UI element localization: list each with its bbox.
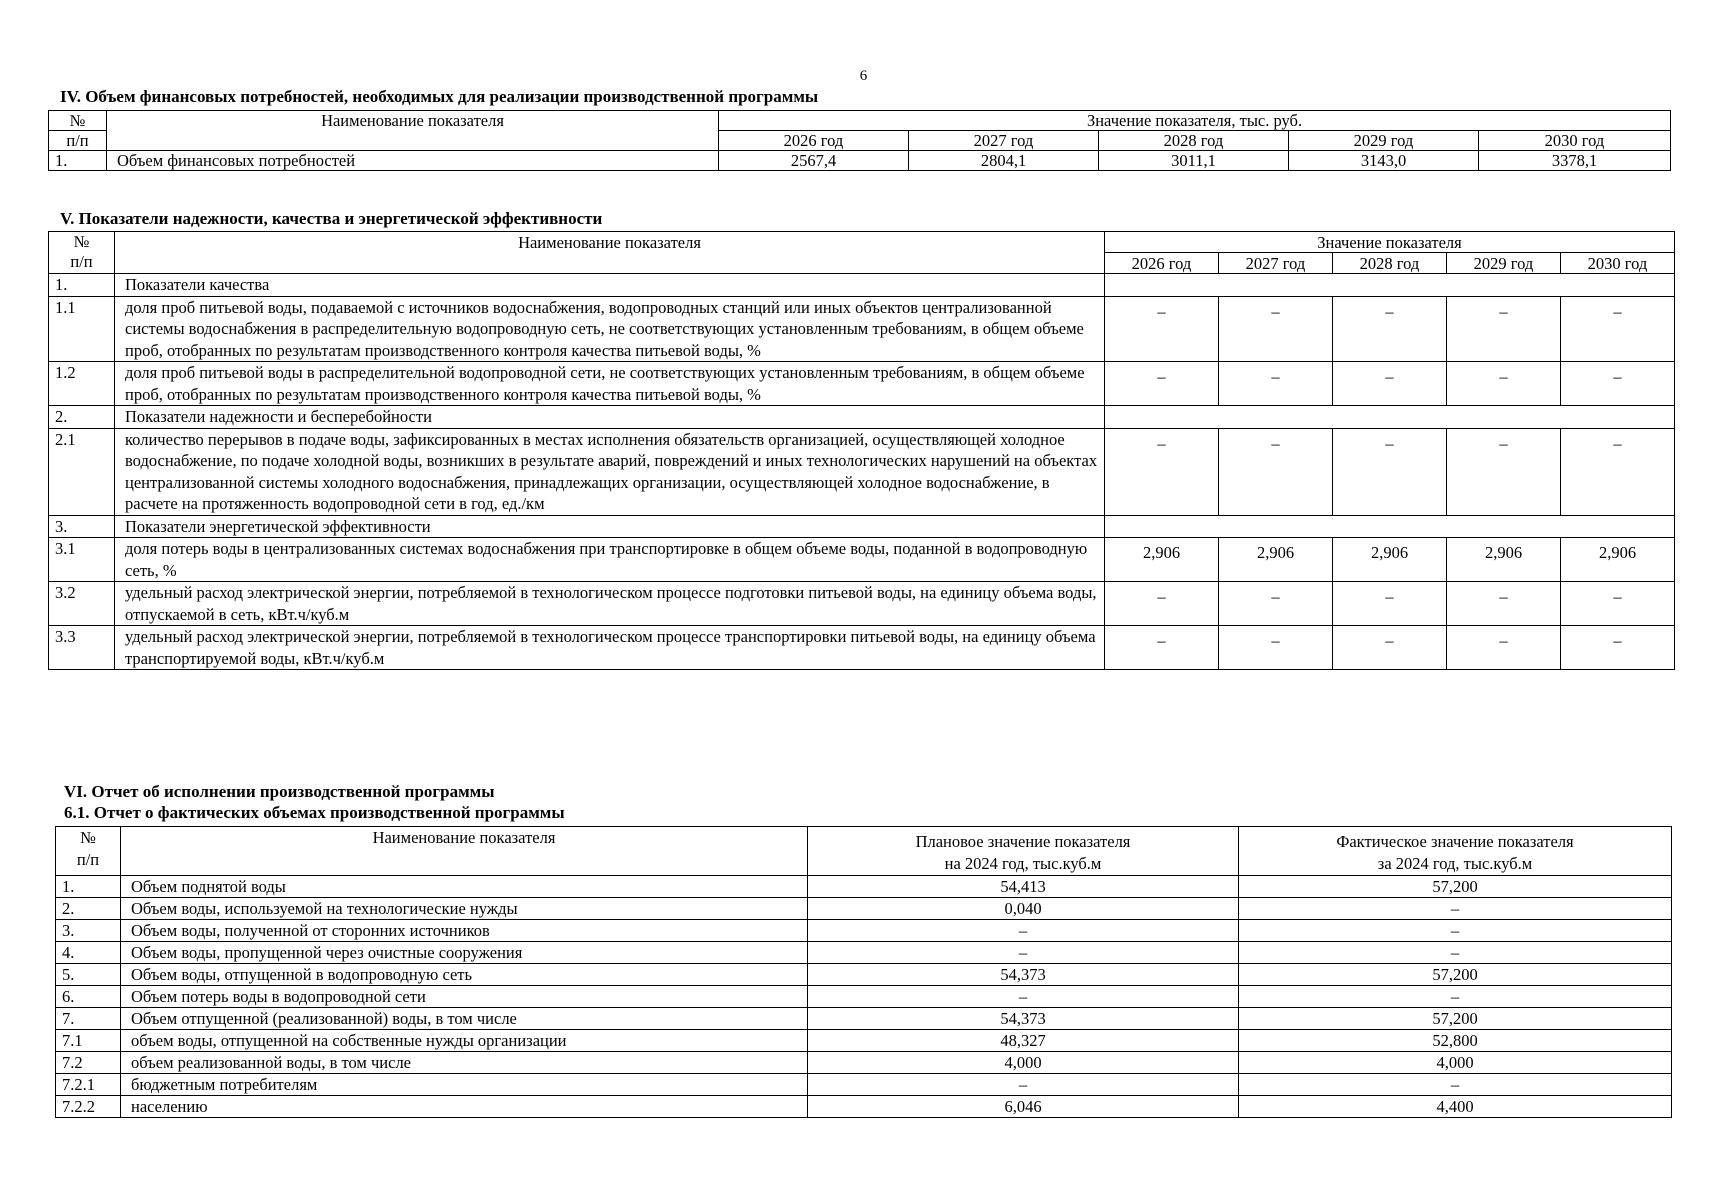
row-name: Показатели энергетической эффективности — [115, 515, 1105, 538]
row-plan: 4,000 — [808, 1052, 1239, 1074]
section-4-title: IV. Объем финансовых потребностей, необходимых для реализации производственной программы — [60, 87, 819, 106]
row-name: объем реализованной воды, в том числе — [121, 1052, 808, 1074]
row-fact: – — [1239, 986, 1672, 1008]
row-fact: 4,400 — [1239, 1096, 1672, 1118]
year-header: 2028 год — [1333, 253, 1447, 273]
row-value: – — [1561, 428, 1675, 515]
row-plan: 54,413 — [808, 876, 1239, 898]
row-plan: 0,040 — [808, 898, 1239, 920]
row-name: Объем воды, отпущенной в водопроводную сеть — [121, 964, 808, 986]
row-num: 5. — [56, 964, 121, 986]
table-row — [56, 1074, 1672, 1096]
row-num: 1.2 — [49, 362, 115, 406]
row-value: 2,906 — [1561, 538, 1675, 582]
row-value: – — [1219, 582, 1333, 626]
row-value: – — [1447, 428, 1561, 515]
row-value: 2,906 — [1447, 538, 1561, 582]
row-name: Объем отпущенной (реализованной) воды, в том числе — [121, 1008, 808, 1030]
row-num: 7.1 — [56, 1030, 121, 1052]
row-value: – — [1447, 362, 1561, 406]
group-row — [49, 515, 1675, 538]
row-fact: 57,200 — [1239, 1008, 1672, 1030]
row-name: доля потерь воды в централизованных системах водоснабжения при транспортировке в общем объеме воды, поданной в водопроводную сеть, % — [115, 538, 1105, 582]
table-row — [56, 920, 1672, 942]
row-value: 3143,0 — [1289, 151, 1479, 171]
row-value: – — [1219, 626, 1333, 670]
table-row — [49, 626, 1675, 670]
row-num: 7.2.2 — [56, 1096, 121, 1118]
year-header: 2028 год — [1099, 131, 1289, 151]
row-name: количество перерывов в подаче воды, зафиксированных в местах исполнения обязательств организацией, осуществляющей холодное водоснабжение, по подаче холодной воды, возникших в результате аварий, повреждений и иных технологических нарушений на объектах централизованной системы холодного водоснабжения, принадлежащих организации, осуществляющей холодное водоснабжение, в расчете на протяженность водопроводной сети в год, ед./км — [115, 428, 1105, 515]
row-name: населению — [121, 1096, 808, 1118]
row-value: 3011,1 — [1099, 151, 1289, 171]
row-num: 4. — [56, 942, 121, 964]
row-name: доля проб питьевой воды в распределительной водопроводной сети, не соответствующих установленным требованиям, в общем объеме проб, отобранных по результатам производственного контроля качества питьевой воды, % — [115, 362, 1105, 406]
row-num: 1. — [49, 274, 115, 297]
row-value: – — [1447, 582, 1561, 626]
table-row — [56, 898, 1672, 920]
col-num-header: № — [49, 111, 107, 131]
col-num-header — [56, 827, 121, 876]
row-name: Объем поднятой воды — [121, 876, 808, 898]
row-num: 2. — [56, 898, 121, 920]
col-fact-line2: за 2024 год, тыс.куб.м — [1377, 854, 1533, 873]
row-value: – — [1105, 626, 1219, 670]
table-row — [56, 1030, 1672, 1052]
production-report-table — [55, 826, 1672, 1118]
row-value: – — [1219, 296, 1333, 362]
row-value: 2,906 — [1333, 538, 1447, 582]
row-fact: 52,800 — [1239, 1030, 1672, 1052]
row-value: – — [1333, 428, 1447, 515]
row-num: 6. — [56, 986, 121, 1008]
row-name: удельный расход электрической энергии, потребляемой в технологическом процессе транспортировки питьевой воды, на единицу объема транспортируемой воды, кВт.ч/куб.м — [115, 626, 1105, 670]
year-header: 2029 год — [1447, 253, 1561, 273]
year-header: 2029 год — [1289, 131, 1479, 151]
row-num: 1. — [49, 151, 107, 171]
row-num: 7. — [56, 1008, 121, 1030]
col-num-bottom: п/п — [76, 850, 100, 869]
row-value: – — [1333, 626, 1447, 670]
row-empty — [1105, 274, 1675, 297]
row-value: 2,906 — [1219, 538, 1333, 582]
col-plan-line1: Плановое значение показателя — [915, 832, 1131, 851]
row-name: Объем потерь воды в водопроводной сети — [121, 986, 808, 1008]
row-name: Объем воды, пропущенной через очистные сооружения — [121, 942, 808, 964]
row-plan: 54,373 — [808, 1008, 1239, 1030]
table-row — [49, 151, 1671, 171]
col-num-top: № — [73, 232, 90, 251]
row-num: 3.2 — [49, 582, 115, 626]
table-row — [49, 582, 1675, 626]
row-name: удельный расход электрической энергии, потребляемой в технологическом процессе подготовки питьевой воды, на единицу объема воды, отпускаемой в сеть, кВт.ч/куб.м — [115, 582, 1105, 626]
row-num: 1.1 — [49, 296, 115, 362]
table-row — [49, 362, 1675, 406]
row-fact: – — [1239, 1074, 1672, 1096]
row-fact: 4,000 — [1239, 1052, 1672, 1074]
financial-needs-table — [48, 110, 1671, 171]
row-value: 2567,4 — [719, 151, 909, 171]
row-num: 1. — [56, 876, 121, 898]
row-value: – — [1105, 428, 1219, 515]
table-row — [56, 964, 1672, 986]
row-value: 3378,1 — [1479, 151, 1671, 171]
row-num: 3.3 — [49, 626, 115, 670]
col-num-top: № — [80, 828, 96, 847]
section-5-title: V. Показатели надежности, качества и энергетической эффективности — [60, 209, 603, 228]
year-header: 2026 год — [719, 131, 909, 151]
col-num-header — [49, 232, 115, 274]
col-fact-header — [1239, 827, 1672, 876]
table-row — [49, 538, 1675, 582]
row-name: Показатели надежности и бесперебойности — [115, 406, 1105, 429]
col-plan-header — [808, 827, 1239, 876]
table-row — [49, 428, 1675, 515]
table-row — [56, 942, 1672, 964]
row-plan: – — [808, 920, 1239, 942]
col-value-header — [1105, 232, 1675, 274]
row-value: – — [1333, 296, 1447, 362]
row-name: объем воды, отпущенной на собственные нужды организации — [121, 1030, 808, 1052]
row-fact: 57,200 — [1239, 964, 1672, 986]
row-empty — [1105, 406, 1675, 429]
table-row — [49, 296, 1675, 362]
row-value: – — [1561, 362, 1675, 406]
row-plan: – — [808, 986, 1239, 1008]
col-value-header: Значение показателя, тыс. руб. — [719, 111, 1671, 131]
reliability-quality-table — [48, 231, 1675, 670]
row-value: – — [1219, 428, 1333, 515]
row-value: – — [1447, 296, 1561, 362]
row-value: – — [1105, 582, 1219, 626]
row-name: бюджетным потребителям — [121, 1074, 808, 1096]
row-value: – — [1561, 582, 1675, 626]
col-name-header: Наименование показателя — [107, 111, 719, 151]
row-fact: – — [1239, 942, 1672, 964]
col-plan-line2: на 2024 год, тыс.куб.м — [944, 854, 1102, 873]
group-row — [49, 274, 1675, 297]
section-6-title: VI. Отчет об исполнении производственной программы — [64, 782, 495, 801]
row-value: – — [1105, 362, 1219, 406]
row-value: – — [1561, 296, 1675, 362]
row-name: Объем воды, используемой на технологические нужды — [121, 898, 808, 920]
row-fact: – — [1239, 920, 1672, 942]
year-header: 2030 год — [1479, 131, 1671, 151]
col-num-header-bottom: п/п — [49, 131, 107, 151]
row-value: 2804,1 — [909, 151, 1099, 171]
row-num: 3. — [56, 920, 121, 942]
row-num: 3.1 — [49, 538, 115, 582]
row-name: Объем воды, полученной от сторонних источников — [121, 920, 808, 942]
col-num-bottom: п/п — [70, 252, 93, 271]
table-row — [56, 1008, 1672, 1030]
row-plan: 54,373 — [808, 964, 1239, 986]
row-name: доля проб питьевой воды, подаваемой с источников водоснабжения, водопроводных станций или иных объектов централизованной системы водоснабжения в распределительную водопроводную сеть, не соответствующих установленным требованиям, в общем объеме проб, отобранных по результатам производственного контроля качества питьевой воды, % — [115, 296, 1105, 362]
col-fact-line1: Фактическое значение показателя — [1336, 832, 1574, 851]
row-plan: – — [808, 1074, 1239, 1096]
row-value: 2,906 — [1105, 538, 1219, 582]
row-num: 2.1 — [49, 428, 115, 515]
col-name-header: Наименование показателя — [115, 232, 1105, 274]
year-header: 2027 год — [909, 131, 1099, 151]
row-plan: – — [808, 942, 1239, 964]
row-num: 7.2.1 — [56, 1074, 121, 1096]
year-header: 2030 год — [1587, 254, 1648, 273]
row-plan: 6,046 — [808, 1096, 1239, 1118]
group-row — [49, 406, 1675, 429]
table-row — [56, 876, 1672, 898]
table-row — [56, 1052, 1672, 1074]
row-value: – — [1333, 582, 1447, 626]
col-name-header: Наименование показателя — [121, 827, 808, 876]
page-number: 6 — [859, 68, 868, 84]
table-row — [56, 1096, 1672, 1118]
row-value: – — [1561, 626, 1675, 670]
year-header: 2027 год — [1219, 253, 1333, 273]
row-name: Объем финансовых потребностей — [107, 151, 719, 171]
row-value: – — [1105, 296, 1219, 362]
row-num: 2. — [49, 406, 115, 429]
row-name: Показатели качества — [115, 274, 1105, 297]
row-value: – — [1219, 362, 1333, 406]
row-value: – — [1333, 362, 1447, 406]
row-plan: 48,327 — [808, 1030, 1239, 1052]
row-value: – — [1447, 626, 1561, 670]
table-row — [56, 986, 1672, 1008]
row-num: 7.2 — [56, 1052, 121, 1074]
year-header: 2026 год — [1105, 253, 1219, 273]
col-value-title: Значение показателя — [1105, 232, 1674, 253]
row-fact: 57,200 — [1239, 876, 1672, 898]
row-empty — [1105, 515, 1675, 538]
row-num: 3. — [49, 515, 115, 538]
row-fact: – — [1239, 898, 1672, 920]
section-6-subtitle: 6.1. Отчет о фактических объемах производственной программы — [64, 803, 565, 822]
